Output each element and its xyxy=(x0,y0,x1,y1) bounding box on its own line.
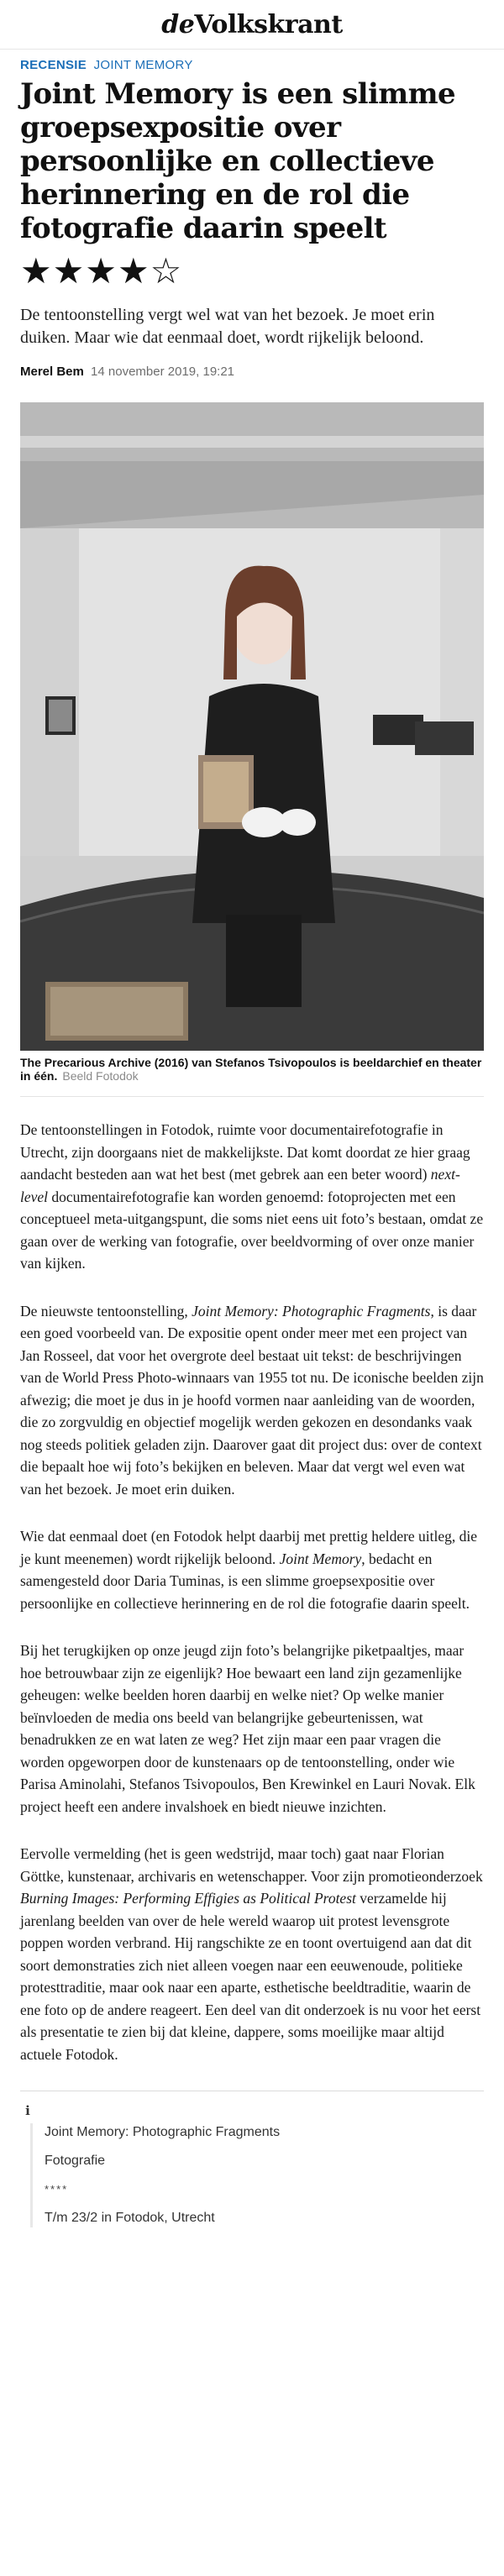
infobox-title: Joint Memory: Photographic Fragments xyxy=(45,2125,281,2139)
masthead xyxy=(0,0,504,50)
star-rating: ★★★★☆ xyxy=(20,250,183,291)
article-title: Joint Memory is een slimme groepsexpositie over persoonlijke en collectieve herinnering en de rol die fotografie daarin speelt xyxy=(20,77,456,245)
site-logo[interactable]: deVolkskrant xyxy=(161,9,343,39)
body-paragraph: Eervolle vermelding (het is geen wedstrijd, maar toch) gaat naar Florian Göttke, kunstenaar, archivaris en wetenschapper. Voor zijn promotieonderzoek Burning Images: Performing Effigies as Political Protest verzamelde hij jarenlang beelden van over de hele wereld waarop uit protest levensgrote poppen worden verbrand. Hij rangschikte ze en toont overtuigend aan dat dit soort demonstraties zich niet alleen voegen naar een eeuwenoude, politieke protesttraditie, maar ook naar een aparte, esthetische beeldtraditie, waarin de ene foto op de andere reageert. Een deel van dit onderzoek is nu voor het eerst als presentatie te zien bij dat kleine, dappere, soms moeilijke maar altijd actuele Fotodok. xyxy=(20,1845,483,2063)
caption-divider xyxy=(20,1096,484,1097)
ceiling-light xyxy=(20,436,484,448)
infobox-rating: **** xyxy=(45,2183,69,2196)
body-paragraph: Bij het terugkijken op onze jeugd zijn foto’s belangrijke piketpaaltjes, maar hoe betrouwbaar zijn ze eigenlijk? Hoe bewaart een land zijn gezamenlijke geheugen: welke beelden horen daarbij en welke niet? Op welke manier beïnvloeden de media ons beeld van belangrijke gebeurtenissen, wat benadrukken ze en wat laten ze weg? Het zijn maar een paar vragen die worden opgeworpen door de kunstenaars op de tentoonstelling, onder wie Parisa Aminolahi, Stefanos Tsivopoulos, Ben Krewinkel en Lauri Novak. Elk project heeft een andere invalshoek en biedt nieuwe inzichten. xyxy=(20,1642,475,1815)
body-paragraph: De nieuwste tentoonstelling, Joint Memory: Photographic Fragments, is daar een goed voorbeeld van. De expositie opent onder meer met een project van Jan Rosseel, dat voor het overgrote deel bestaat uit tekst: de beschrijvingen van de World Press Photo-winnaars van 1955 tot nu. De iconische beelden zijn afwezig; die moet je dus in je hoofd vormen naar aanleiding van de woorden, die zo zorgvuldig en objectief mogelijk werden gekozen en desondanks vaak nog steeds politiek geladen zijn. Daarover gaat dit project dus: over de context die bepaalt hoe wij foto’s bekijken en beleven. Maar dat vergt wel even wat van het bezoek. Je moet erin duiken. xyxy=(20,1302,484,1498)
subcategory-label[interactable]: JOINT MEMORY xyxy=(93,58,193,72)
table-frame-2 xyxy=(415,721,474,755)
held-photo-image xyxy=(203,762,249,822)
right-wall xyxy=(440,528,484,881)
publish-date: 14 november 2019, 19:21 xyxy=(91,365,235,379)
article-body xyxy=(0,1119,504,2065)
photo-caption xyxy=(20,1056,484,1083)
infobox-details xyxy=(30,2123,484,2227)
article-tagline xyxy=(20,58,484,72)
photo-credit: Beeld Fotodok xyxy=(62,1069,139,1083)
photo-illustration xyxy=(20,402,484,1051)
body-paragraph: Wie dat eenmaal doet (en Fotodok helpt daarbij met prettig heldere uitleg, die je kunt meenemen) wordt rijkelijk beloond. Joint Memory, bedacht en samengesteld door Daria Tuminas, is een slimme groepsexpositie over persoonlijke en collectieve herinnering en de rol die fotografie daarin speelt. xyxy=(20,1528,478,1612)
article-photo xyxy=(20,402,484,1051)
caption-text: The Precarious Archive (2016) van Stefanos Tsivopoulos is beeldarchief en theater in één. xyxy=(20,1056,482,1083)
article-lead: De tentoonstelling vergt wel wat van het bezoek. Je moet erin duiken. Maar wie dat eenmaal doet, wordt rijkelijk beloond. xyxy=(20,306,435,347)
body-paragraph: De tentoonstellingen in Fotodok, ruimte voor documentairefotografie in Utrecht, zijn doorgaans niet de makkelijkste. Dat komt doordat ze hier graag aandacht besteden aan wat het best (met gebrek aan een beter woord) next-level documentairefotografie kan worden genoemd: fotoprojecten met een conceptueel meta-uitgangspunt, die soms niet eens uit foto’s bestaan, omdat ze gaan over de werking van fotografie, over beeldvorming of over onze manier van kijken. xyxy=(20,1121,484,1272)
article-header xyxy=(0,58,504,379)
infobox-genre: Fotografie xyxy=(45,2154,106,2168)
category-label[interactable]: RECENSIE xyxy=(20,58,87,72)
review-infobox xyxy=(20,2091,484,2271)
person-legs xyxy=(226,915,302,1007)
wall-frame-photo xyxy=(49,700,72,732)
author-name[interactable]: Merel Bem xyxy=(20,365,84,379)
byline xyxy=(20,365,484,379)
white-glove-right xyxy=(279,809,316,836)
info-icon: i xyxy=(25,2103,30,2118)
table-print-image xyxy=(50,987,183,1036)
infobox-venue: T/m 23/2 in Fotodok, Utrecht xyxy=(45,2211,215,2225)
